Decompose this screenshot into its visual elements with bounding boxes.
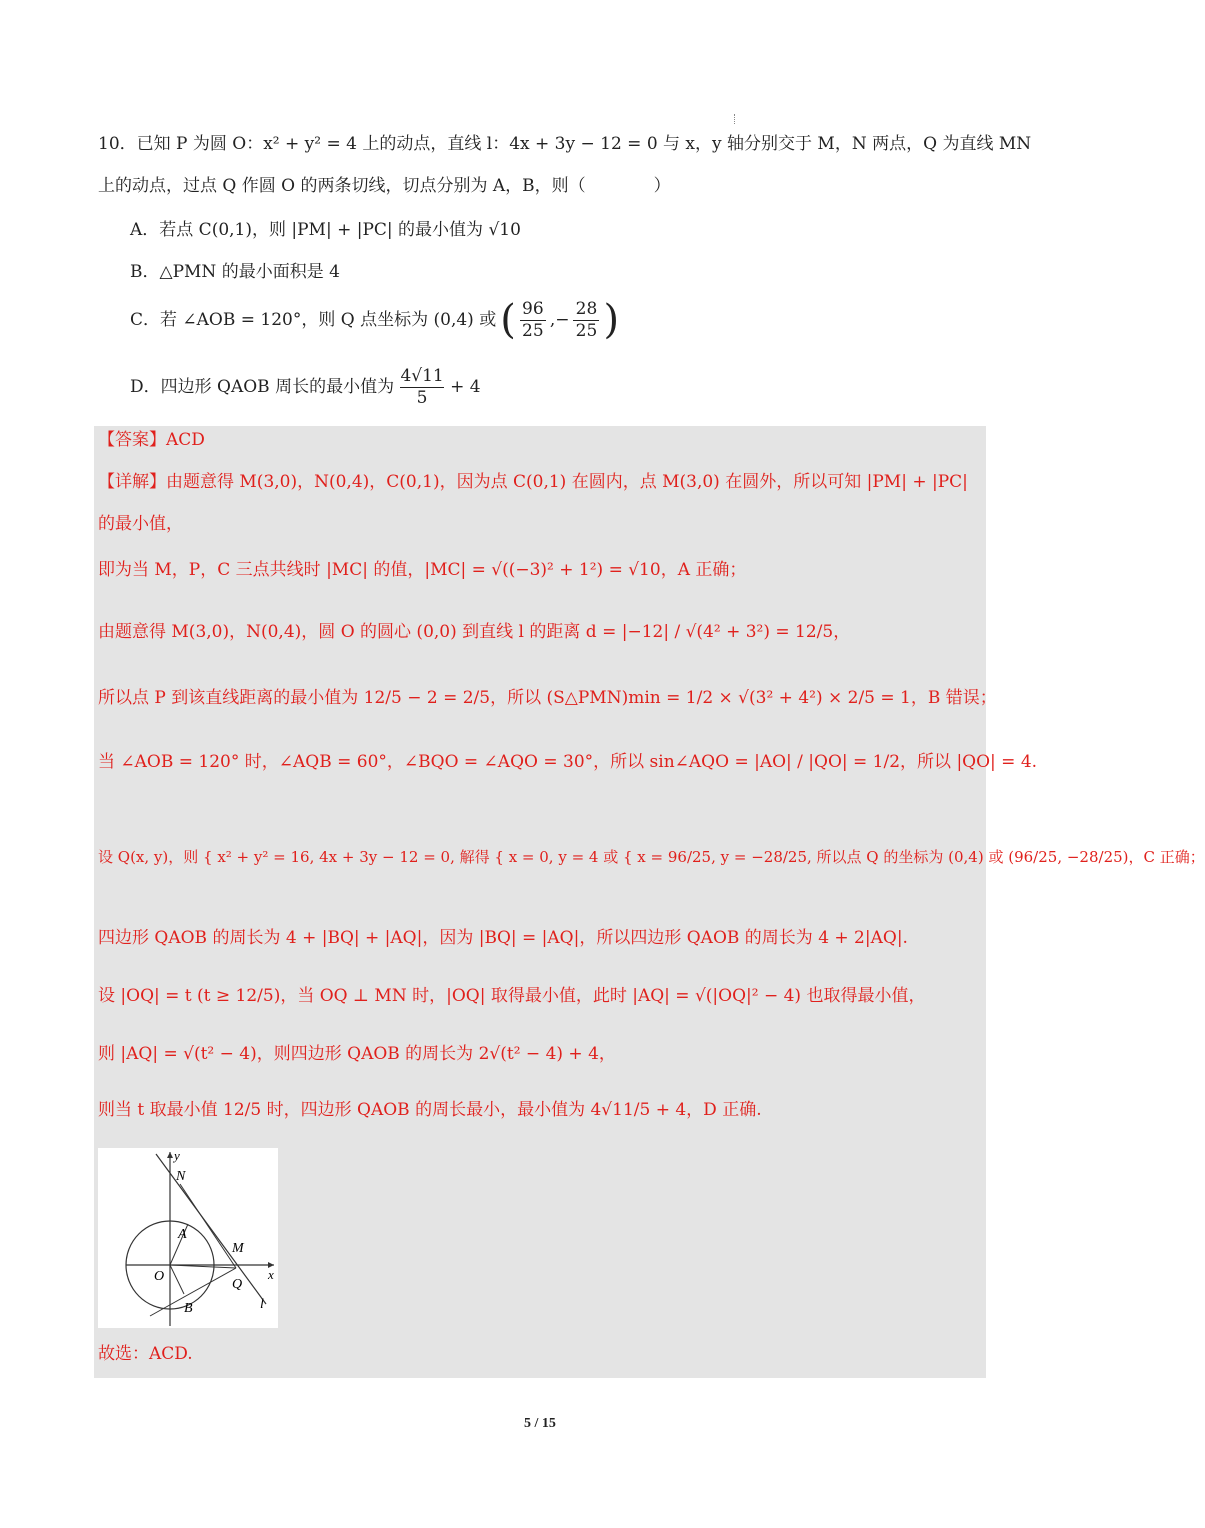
label-q: Q (232, 1277, 243, 1292)
label-l: l (260, 1297, 264, 1312)
detail-line-1 (98, 474, 968, 491)
label-a: A (178, 1227, 187, 1242)
detail-line-7: 设 Q(x, y)，则 { x² + y² = 16, 4x + 3y − 12 = 0, 解得 { x = 0, y = 4 或 { x = 96/25, y = −28/25, 所以点 Q 的坐标为 (0,4) 或 (96/25, −28/25)，C 正确； (98, 848, 1205, 866)
detail-label: 【详解】 (98, 472, 166, 492)
label-m: M (232, 1241, 244, 1256)
option-d-prefix: D．四边形 QAOB 周长的最小值为 (130, 377, 395, 397)
geometry-figure (98, 1148, 278, 1328)
page-number: 5 / 15 (524, 1416, 556, 1431)
question-line-1: 10．已知 P 为圆 O：x² + y² = 4 上的动点，直线 l：4x + 3y − 12 = 0 与 x，y 轴分别交于 M，N 两点，Q 为直线 MN (98, 134, 1032, 154)
detail-line-3: 即为当 M，P，C 三点共线时 |MC| 的值，|MC| = √((−3)² + 1²) = √10，A 正确； (98, 560, 747, 580)
margin-mark (734, 114, 736, 124)
detail-text-1: 由题意得 M(3,0)，N(0,4)，C(0,1)，因为点 C(0,1) 在圆内，点 M(3,0) 在圆外，所以可知 |PM| + |PC| (166, 472, 968, 492)
option-d (130, 368, 481, 407)
option-c-prefix: C．若 ∠AOB = 120°，则 Q 点坐标为 (0,4) 或 (130, 309, 497, 330)
final-answer: 故选：ACD. (98, 1344, 193, 1364)
option-c-frac2-num: 28 (575, 298, 598, 319)
option-c: C．若 ∠AOB = 120°，则 Q 点坐标为 (0,4) 或 ( 96 25 ,− 28 25 ) (130, 297, 620, 343)
label-x: x (268, 1267, 274, 1282)
label-b: B (184, 1301, 193, 1316)
detail-line-6: 当 ∠AOB = 120° 时，∠AQB = 60°，∠BQO = ∠AQO = 30°，所以 sin∠AQO = |AO| / |QO| = 1/2，所以 |QO| = 4. (98, 752, 1038, 772)
option-d-suffix: + 4 (450, 377, 481, 397)
detail-line-8: 四边形 QAOB 的周长为 4 + |BQ| + |AQ|，因为 |BQ| = |AQ|，所以四边形 QAOB 的周长为 4 + 2|AQ|. (98, 928, 908, 948)
option-b: B．△PMN 的最小面积是 4 (130, 262, 340, 282)
option-d-num: 4√11 (400, 366, 444, 386)
detail-line-11: 则当 t 取最小值 12/5 时，四边形 QAOB 的周长最小，最小值为 4√11/5 + 4，D 正确. (98, 1100, 762, 1120)
detail-line-9: 设 |OQ| = t (t ≥ 12/5)，当 OQ ⊥ MN 时，|OQ| 取得最小值，此时 |AQ| = √(|OQ|² − 4) 也取得最小值， (98, 986, 926, 1006)
option-c-frac1-num: 96 (522, 298, 544, 319)
detail-line-5: 所以点 P 到该直线距离的最小值为 12/5 − 2 = 2/5，所以 (S△PMN)min = 1/2 × √(3² + 4²) × 2/5 = 1，B 错误； (98, 688, 997, 708)
detail-line-4: 由题意得 M(3,0)，N(0,4)，圆 O 的圆心 (0,0) 到直线 l 的距离 d = |−12| / √(4² + 3²) = 12/5， (98, 622, 851, 642)
detail-line-2: 的最小值， (98, 514, 183, 534)
question-line-2: 上的动点，过点 Q 作圆 O 的两条切线，切点分别为 A，B，则（ ） (98, 176, 671, 196)
detail-line-10: 则 |AQ| = √(t² − 4)，则四边形 QAOB 的周长为 2√(t² − 4) + 4， (98, 1044, 616, 1064)
answer-label: 【答案】ACD (98, 430, 205, 450)
label-o: O (154, 1269, 165, 1284)
label-n: N (176, 1169, 186, 1184)
option-c-frac2-den: 25 (575, 320, 598, 341)
label-y: y (174, 1148, 180, 1163)
option-a: A．若点 C(0,1)，则 |PM| + |PC| 的最小值为 √10 (130, 220, 521, 240)
option-c-frac1-den: 25 (522, 320, 544, 341)
option-d-den: 5 (416, 388, 428, 408)
